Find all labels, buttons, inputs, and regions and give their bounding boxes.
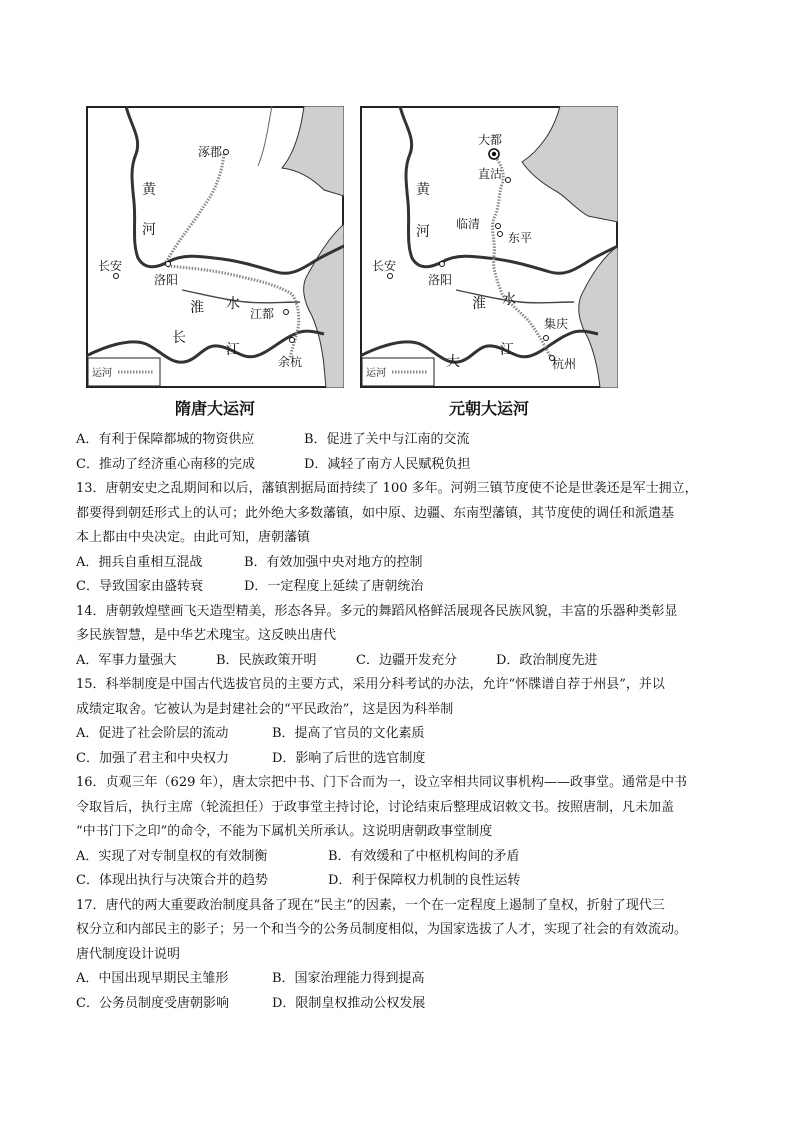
shui-label: 水 (226, 296, 240, 312)
huai-label: 淮 (190, 300, 204, 316)
q13-stem-line: 本上都由中央决定。由此可知，唐朝藩镇 (76, 530, 311, 545)
q17-option-a[interactable]: A．中国出现早期民主雏形 (76, 971, 229, 986)
luoyang-label: 洛阳 (428, 273, 453, 287)
jiqing-label: 集庆 (544, 317, 569, 331)
q13-option-a[interactable]: A．拥兵自重相互混战 (76, 554, 203, 570)
huang-label: 黄 (142, 182, 156, 198)
linqing-dot (496, 224, 501, 229)
dongping-dot (498, 232, 503, 237)
dongping-label: 东平 (508, 231, 533, 245)
q17-option-d[interactable]: D．限制皇权推动公权发展 (272, 995, 426, 1011)
q17-option-b[interactable]: B．国家治理能力得到提高 (272, 971, 425, 986)
changan-label: 长安 (372, 259, 397, 273)
shui-label: 水 (502, 292, 516, 308)
hangzhou-label: 杭州 (552, 357, 577, 371)
zhuojun-label: 涿郡 (198, 145, 223, 159)
legend-canal-label: 运河 (92, 368, 112, 379)
yuhang-label: 余杭 (278, 355, 303, 369)
q12-options-row-2 (76, 453, 736, 478)
jiangdu-dot (284, 310, 289, 315)
yuan-canal-map-drawing (360, 106, 618, 388)
q17-options-row-2 (76, 992, 736, 1017)
dadu-label: 大都 (478, 133, 503, 147)
he-label: 河 (142, 222, 156, 238)
q13-option-b[interactable]: B．有效加强中央对地方的控制 (244, 554, 423, 570)
huai-label: 淮 (472, 296, 486, 312)
canal-maps-figure (86, 106, 616, 424)
jiang-label: 江 (500, 342, 514, 358)
q12-option-d[interactable]: D．减轻了南方人民赋税负担 (304, 456, 471, 472)
linqing-label: 临清 (456, 217, 481, 231)
q13-option-c[interactable]: C．导致国家由盛转衰 (76, 579, 203, 594)
q13-option-d[interactable]: D．一定程度上延续了唐朝统治 (244, 579, 424, 594)
q14-stem-line: 14．唐朝敦煌壁画飞天造型精美，形态各异。多元的舞蹈风格鲜活展现各民族风貌，丰富的乐器种类彰显 (76, 603, 678, 619)
he-label: 河 (416, 224, 430, 240)
q15-options-row-2 (76, 747, 736, 772)
q15-option-c[interactable]: C．加强了君主和中央权力 (76, 750, 229, 766)
q14-stem-line: 多民族智慧，是中华艺术瑰宝。这反映出唐代 (76, 628, 337, 643)
q16-options-row-1 (76, 845, 736, 870)
jiqing-dot (544, 336, 549, 341)
q17-stem-line: 17．唐代的两大重要政治制度具备了现在“民主”的因素，一个在一定程度上遏制了皇权，折射了现代三 (76, 897, 665, 913)
q12-options-row-1 (76, 428, 736, 453)
q12-option-a[interactable]: A．有利于保障都城的物资供应 (76, 432, 255, 447)
q14-option-b[interactable]: B．民族政策开明 (216, 652, 317, 668)
q16-stem-line: 令取旨后，执行主席（轮流担任）于政事堂主持讨论，讨论结束后整理成诏敕文书。按照唐制，凡未加盖 (76, 799, 675, 815)
q17-options-row-1 (76, 967, 736, 992)
q17-stem-line: 唐代制度设计说明 (76, 946, 181, 962)
q14-options-row (76, 649, 736, 674)
q14-option-a[interactable]: A．军事力量强大 (76, 652, 177, 668)
q15-option-d[interactable]: D．影响了后世的选官制度 (272, 750, 426, 766)
q16-stem-line: 16．贞观三年（629 年），唐太宗把中书、门下合而为一，设立宰相共同议事机构——政事堂。通常是中书 (76, 775, 687, 790)
q16-option-c[interactable]: C．体现出执行与决策合并的趋势 (76, 873, 268, 888)
question-text (76, 428, 736, 1016)
zhigu-dot (506, 178, 511, 183)
jiangdu-label: 江都 (250, 307, 275, 321)
changan-dot (114, 274, 119, 279)
q16-option-b[interactable]: B．有效缓和了中枢机构间的矛盾 (328, 848, 520, 864)
zhigu-label: 直沽 (478, 167, 503, 181)
yuhang-dot (290, 338, 295, 343)
yuan-canal-caption: 元朝大运河 (448, 399, 529, 418)
q13-options-row-1 (76, 551, 736, 576)
q15-option-b[interactable]: B．提高了官员的文化素质 (272, 726, 425, 741)
q16-options-row-2 (76, 869, 736, 894)
zhuojun-dot (224, 150, 229, 155)
q16-option-a[interactable]: A．实现了对专制皇权的有效制衡 (76, 848, 268, 864)
changan-dot (388, 274, 393, 279)
q12-option-b[interactable]: B．促进了关中与江南的交流 (304, 432, 470, 447)
q14-option-d[interactable]: D．政治制度先进 (496, 652, 598, 668)
da-label: 大 (446, 354, 460, 370)
q15-stem-line: 成绩定取舍。它被认为是封建社会的“平民政治”，这是因为科举制 (76, 701, 454, 717)
sui-tang-canal-map (86, 106, 344, 388)
luoyang-dot (166, 262, 171, 267)
luoyang-label: 洛阳 (154, 273, 179, 287)
legend-canal-label: 运河 (366, 368, 386, 379)
huang-label: 黄 (416, 182, 430, 198)
q12-option-c[interactable]: C．推动了经济重心南移的完成 (76, 456, 255, 472)
q17-option-c[interactable]: C．公务员制度受唐朝影响 (76, 995, 229, 1011)
q17-stem-line: 权分立和内部民主的影子；另一个和当今的公务员制度相似，为国家选拔了人才，实现了社会的有效流动。 (76, 922, 688, 937)
yuan-canal-map (360, 106, 618, 388)
changan-label: 长安 (98, 259, 123, 273)
luoyang-dot (440, 262, 445, 267)
chang-label: 长 (172, 330, 186, 346)
q15-options-row-1 (76, 722, 736, 747)
sui-tang-canal-caption: 隋唐大运河 (174, 399, 255, 418)
q16-option-d[interactable]: D．利于保障权力机制的良性运转 (328, 873, 521, 888)
q13-stem-line: 13．唐朝安史之乱期间和以后，藩镇割据局面持续了 100 多年。河朔三镇节度使不论是世袭还是军士拥立， (76, 481, 698, 496)
sui-tang-canal-map-drawing (86, 106, 344, 388)
q15-option-a[interactable]: A．促进了社会阶层的流动 (76, 726, 229, 741)
q15-stem-line: 15．科举制度是中国古代选拔官员的主要方式，采用分科考试的办法，允许“怀牒谱自荐于州县”，并以 (76, 677, 665, 692)
q13-options-row-2 (76, 575, 736, 600)
q16-stem-line: “中书门下之印”的命令，不能为下属机关所承认。这说明唐朝政事堂制度 (76, 824, 493, 839)
q14-option-c[interactable]: C．边疆开发充分 (356, 652, 457, 668)
jiang-label: 江 (226, 342, 240, 358)
q13-stem-line: 都要得到朝廷形式上的认可；此外绝大多数藩镇，如中原、边疆、东南型藩镇，其节度使的调任和派遣基 (76, 505, 675, 521)
